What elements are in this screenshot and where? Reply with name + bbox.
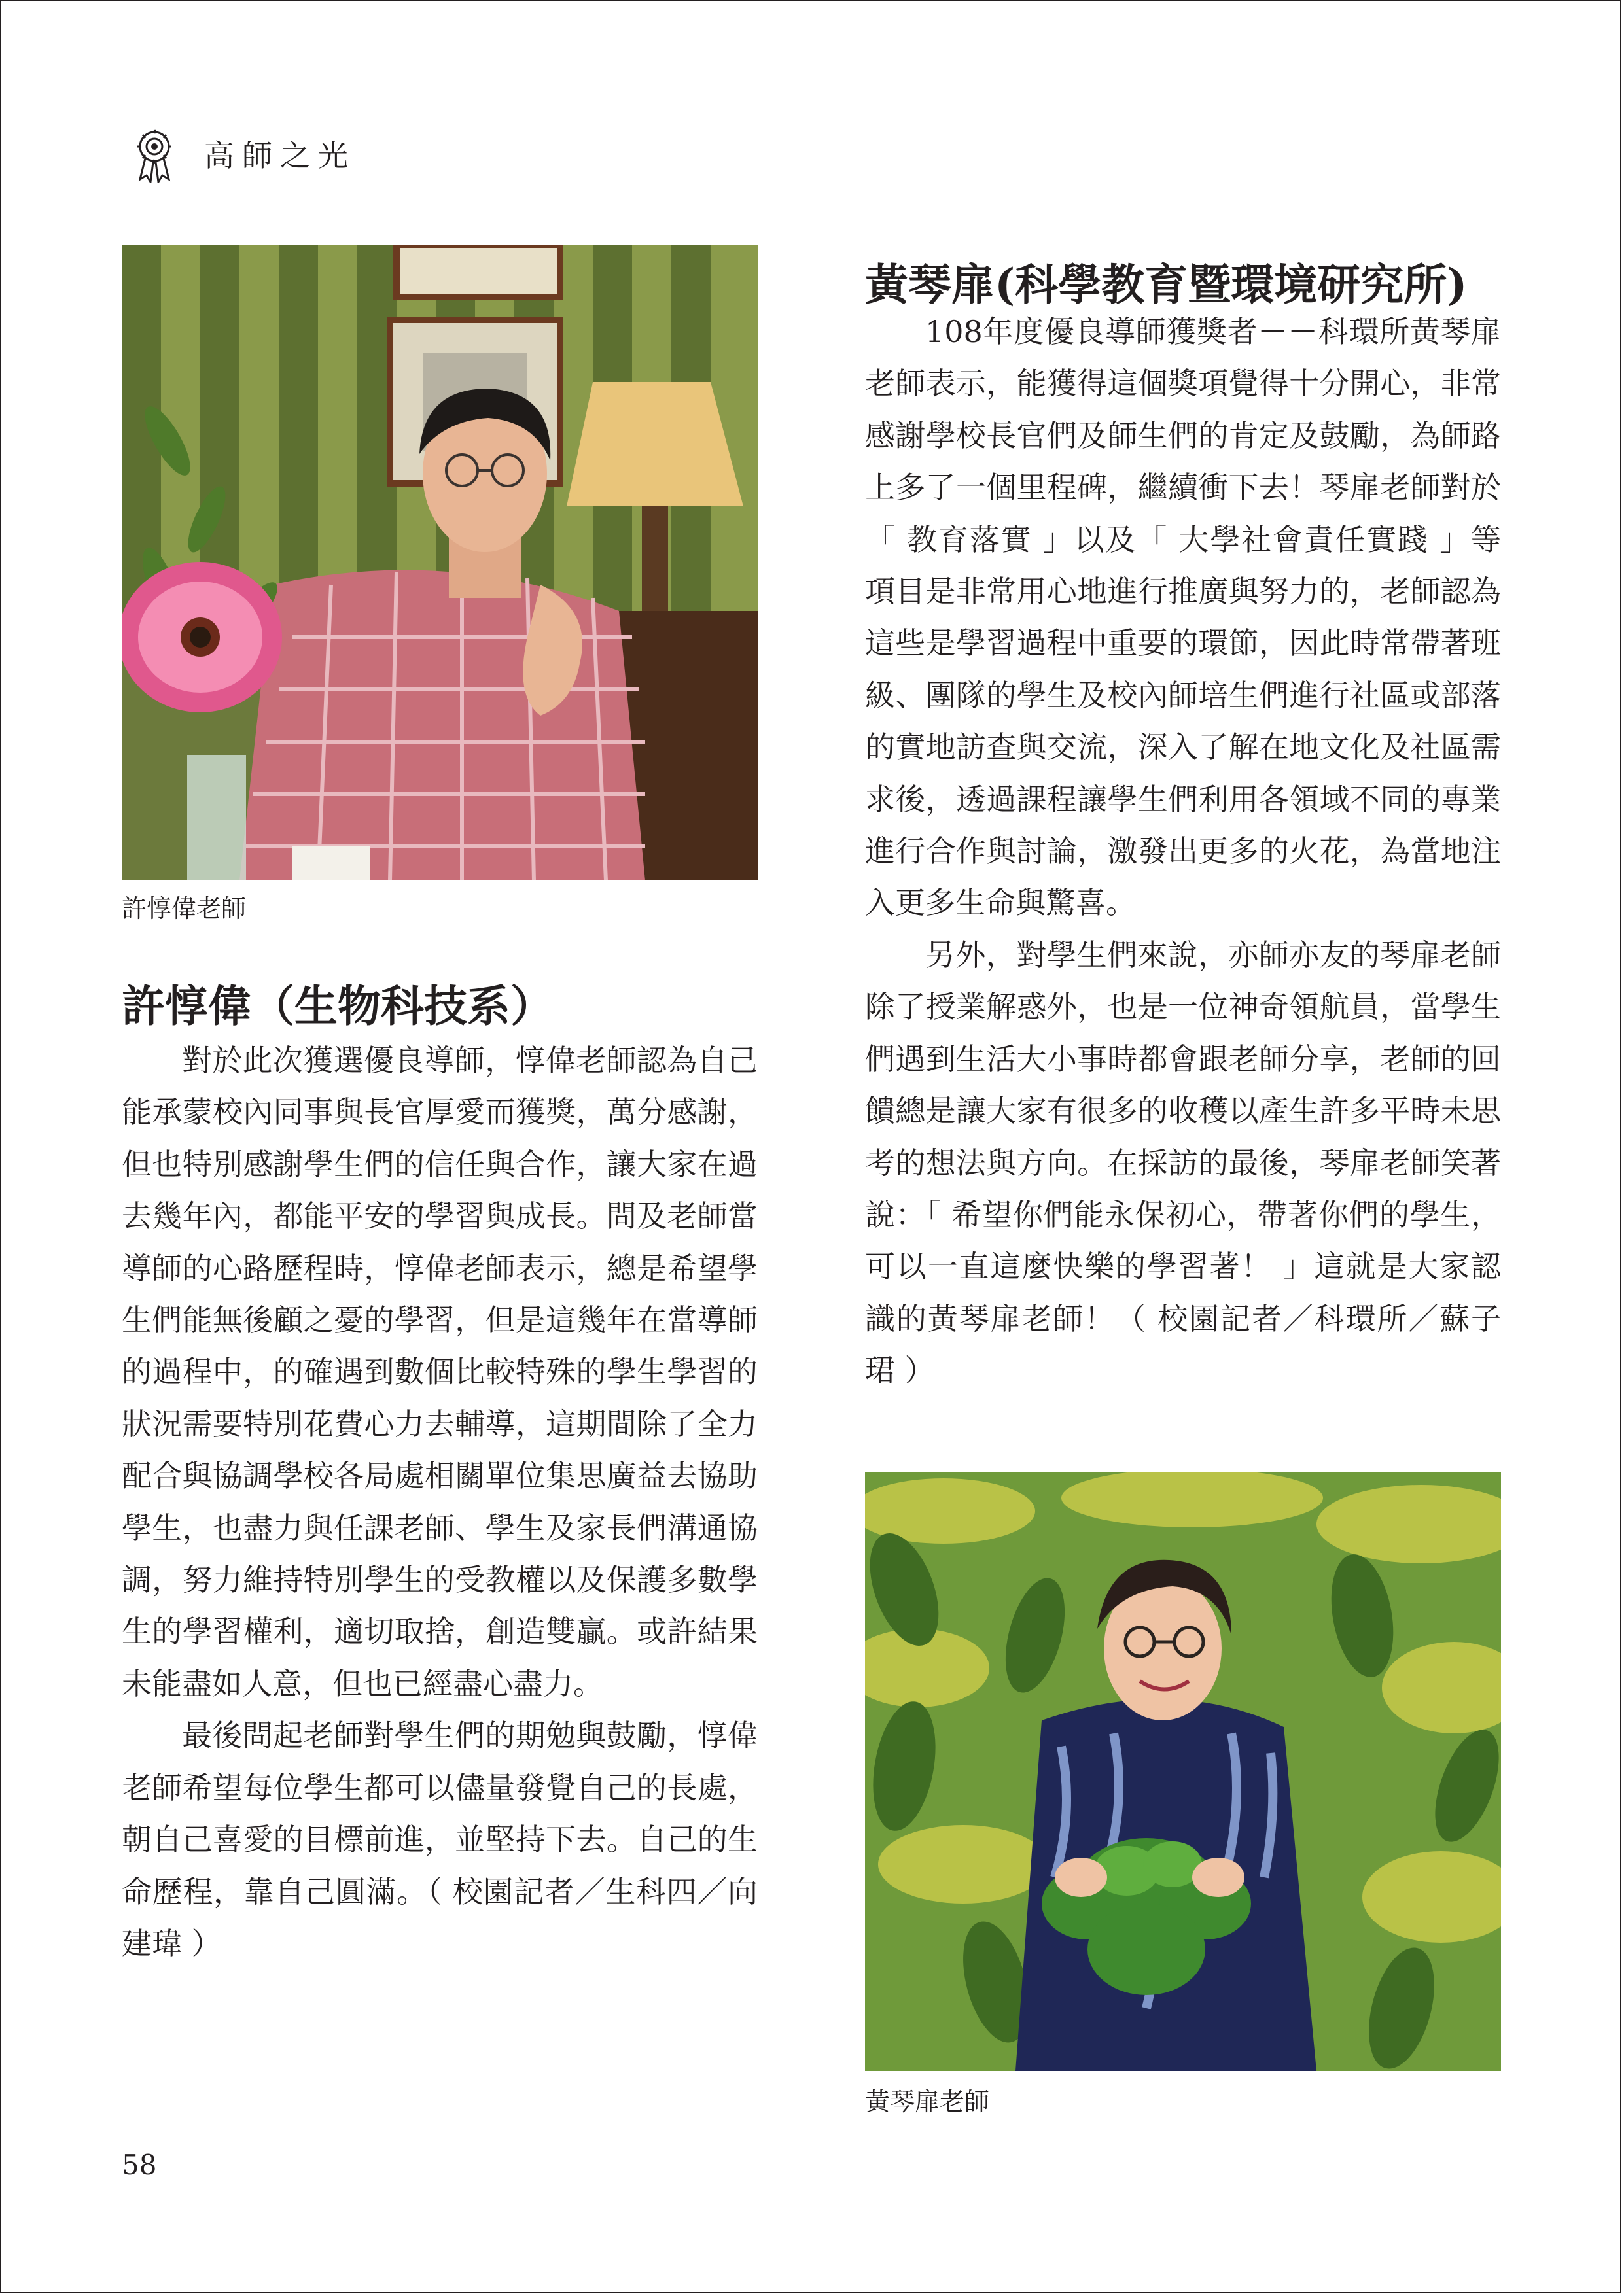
article-body-huang	[865, 306, 1501, 1397]
article-heading-hsu: 許惇偉（生物科技系）	[122, 981, 554, 1032]
page-number: 58	[122, 2149, 157, 2181]
award-ribbon-icon	[131, 124, 178, 183]
teacher-photo-hsu	[122, 245, 758, 880]
article-body-hsu	[122, 1035, 758, 1970]
paragraph: 對於此次獲選優良導師，惇偉老師認為自己能承蒙校內同事與長官厚愛而獲獎，萬分感謝，但也特別感謝學生們的信任與合作，讓大家在過去幾年內，都能平安的學習與成長。問及老師當導師的心路歷程時，惇偉老師表示，總是希望學生們能無後顧之憂的學習，但是這幾年在當導師的過程中，的確遇到數個比較特殊的學生學習的狀況需要特別花費心力去輔導，這期間除了全力配合與協調學校各局處相關單位集思廣益去協助學生，也盡力與任課老師、學生及家長們溝通協調，努力維持特別學生的受教權以及保護多數學生的學習權利，適切取捨，創造雙贏。或許結果未能盡如人意，但也已經盡心盡力。	[122, 1043, 758, 1701]
photo-caption-huang: 黃琴扉老師	[865, 2087, 990, 2116]
paragraph: 另外，對學生們來說，亦師亦友的琴扉老師除了授業解惑外，也是一位神奇領航員，當學生們遇到生活大小事時都會跟老師分享，老師的回饋總是讓大家有很多的收穫以產生許多平時未思考的想法與方向。在採訪的最後，琴扉老師笑著說：「 希望你們能永保初心，帶著你們的學生，可以一直這麼快樂的學習著！ 」這就是大家認識的黃琴扉老師！（ 校園記者／科環所／蘇子珺 ）	[865, 937, 1501, 1389]
page-header	[131, 124, 356, 183]
article-heading-huang: 黃琴扉(科學教育暨環境研究所)	[865, 259, 1468, 310]
section-title: 高師之光	[204, 138, 356, 173]
photo-caption-hsu: 許惇偉老師	[122, 894, 247, 923]
paragraph: 最後問起老師對學生們的期勉與鼓勵，惇偉老師希望每位學生都可以儘量發覺自己的長處，朝自己喜愛的目標前進，並堅持下去。自己的生命歷程，靠自己圓滿。（ 校園記者／生科四／向建瑋 ）	[122, 1718, 758, 1961]
teacher-photo-huang	[865, 1472, 1501, 2071]
paragraph: 108年度優良導師獲獎者－－科環所黃琴扉老師表示，能獲得這個獎項覺得十分開心，非常感謝學校長官們及師生們的肯定及鼓勵，為師路上多了一個里程碑，繼續衝下去！琴扉老師對於「 教育落實 」以及「 大學社會責任實踐 」等項目是非常用心地進行推廣與努力的，老師認為這些是學習過程中重要的環節，因此時常帶著班級、團隊的學生及校內師培生們進行社區或部落的實地訪查與交流，深入了解在地文化及社區需求後，透過課程讓學生們利用各領域不同的專業進行合作與討論，激發出更多的火花，為當地注入更多生命與驚喜。	[865, 314, 1501, 921]
